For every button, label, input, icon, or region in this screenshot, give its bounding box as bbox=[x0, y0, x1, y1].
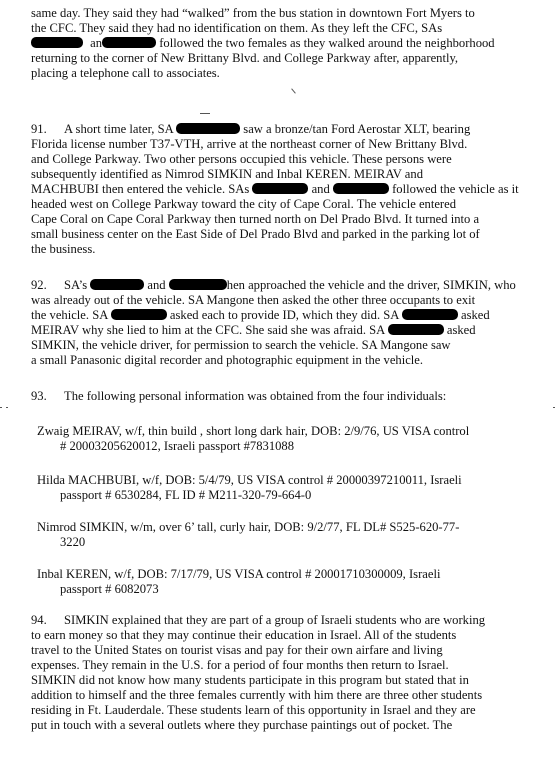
text-line: and College Parkway. Two other persons occupied this vehicle. These persons were bbox=[31, 152, 452, 166]
text-line: the vehicle. SA asked each to provide ID, which they did. SA asked bbox=[31, 308, 490, 322]
paragraph-number: 92. bbox=[31, 278, 47, 292]
text-line: an followed the two females as they walked around the neighborhood bbox=[31, 36, 495, 50]
text-line: put in touch with a several outlets where they purchase paintings out of pocket. The bbox=[31, 718, 453, 732]
redaction-mark bbox=[90, 279, 144, 290]
scan-artifact bbox=[291, 88, 296, 93]
text-line: addition to himself and the three females currently with him there are three other students bbox=[31, 688, 483, 702]
text-line: to earn money so that they may continue their education in Israel. All of the students bbox=[31, 628, 457, 642]
text-line: SA’s and hen approached the vehicle and the driver, SIMKIN, who bbox=[64, 278, 516, 292]
text-line: expenses. They remain in the U.S. for a period of four months then return to Israel. bbox=[31, 658, 449, 672]
text-line: placing a telephone call to associates. bbox=[31, 66, 220, 80]
individual-line: Hilda MACHBUBI, w/f, DOB: 5/4/79, US VISA control # 20000397210011, Israeli bbox=[37, 473, 462, 487]
individual-line: Inbal KEREN, w/f, DOB: 7/17/79, US VISA control # 20001710300009, Israeli bbox=[37, 567, 441, 581]
text-line: MACHBUBI then entered the vehicle. SAs and followed the vehicle as it bbox=[31, 182, 519, 196]
text-line: Florida license number T37-VTH, arrive at the northeast corner of New Brittany Blvd. bbox=[31, 137, 468, 151]
text-line: subsequently identified as Nimrod SIMKIN and Inbal KEREN. MEIRAV and bbox=[31, 167, 423, 181]
redaction-mark bbox=[111, 309, 167, 320]
scan-artifact bbox=[0, 407, 2, 408]
text-line: SIMKIN, the vehicle driver, for permission to search the vehicle. SA Mangone saw bbox=[31, 338, 451, 352]
paragraph-number: 94. bbox=[31, 613, 47, 627]
individual-line: passport # 6082073 bbox=[60, 582, 159, 596]
text-line: MEIRAV why she lied to him at the CFC. She said she was afraid. SA asked bbox=[31, 323, 476, 337]
scan-artifact bbox=[200, 113, 210, 114]
redaction-mark bbox=[31, 37, 83, 48]
scan-artifact bbox=[553, 407, 555, 408]
scan-artifact bbox=[6, 407, 8, 408]
text-line: The following personal information was obtained from the four individuals: bbox=[64, 389, 447, 403]
text-line: was already out of the vehicle. SA Mangone then asked the other three occupants to exit bbox=[31, 293, 476, 307]
text-line: A short time later, SA saw a bronze/tan Ford Aerostar XLT, bearing bbox=[64, 122, 471, 136]
text-line: SIMKIN explained that they are part of a group of Israeli students who are working bbox=[64, 613, 486, 627]
redaction-mark bbox=[388, 324, 444, 335]
redaction-mark bbox=[333, 183, 389, 194]
text-line: the CFC. They said they had no identification on them. As they left the CFC, SAs bbox=[31, 21, 443, 35]
text-line: small business center on the East Side of Del Prado Blvd and parked in the parking lot of bbox=[31, 227, 480, 241]
redaction-mark bbox=[169, 279, 227, 290]
text-line: same day. They said they had “walked” from the bus station in downtown Fort Myers to bbox=[31, 6, 475, 20]
redaction-mark bbox=[176, 123, 240, 134]
individual-line: # 20003205620012, Israeli passport #7831088 bbox=[60, 439, 295, 453]
text-line: headed west on College Parkway toward the city of Cape Coral. The vehicle entered bbox=[31, 197, 457, 211]
text-line: SIMKIN did not know how many students participate in this program but stated that in bbox=[31, 673, 469, 687]
text-line: returning to the corner of New Brittany Blvd. and College Parkway after, apparently, bbox=[31, 51, 459, 65]
redaction-mark bbox=[402, 309, 458, 320]
individual-line: passport # 6530284, FL ID # M211-320-79-664-0 bbox=[60, 488, 312, 502]
text-line: Cape Coral on Cape Coral Parkway then turned north on Del Prado Blvd. It turned into a bbox=[31, 212, 480, 226]
redaction-mark bbox=[102, 37, 156, 48]
text-line: a small Panasonic digital recorder and photographic equipment in the vehicle. bbox=[31, 353, 424, 367]
individual-line: Nimrod SIMKIN, w/m, over 6’ tall, curly hair, DOB: 9/2/77, FL DL# S525-620-77- bbox=[37, 520, 460, 534]
individual-line: Zwaig MEIRAV, w/f, thin build , short long dark hair, DOB: 2/9/76, US VISA control bbox=[37, 424, 470, 438]
text-line: travel to the United States on tourist visas and pay for their own airfare and living bbox=[31, 643, 443, 657]
paragraph-number: 91. bbox=[31, 122, 47, 136]
paragraph-number: 93. bbox=[31, 389, 47, 403]
redaction-mark bbox=[252, 183, 308, 194]
text-line: the business. bbox=[31, 242, 96, 256]
text-line: residing in Ft. Lauderdale. These students learn of this opportunity in Israel and they are bbox=[31, 703, 476, 717]
individual-line: 3220 bbox=[60, 535, 86, 549]
